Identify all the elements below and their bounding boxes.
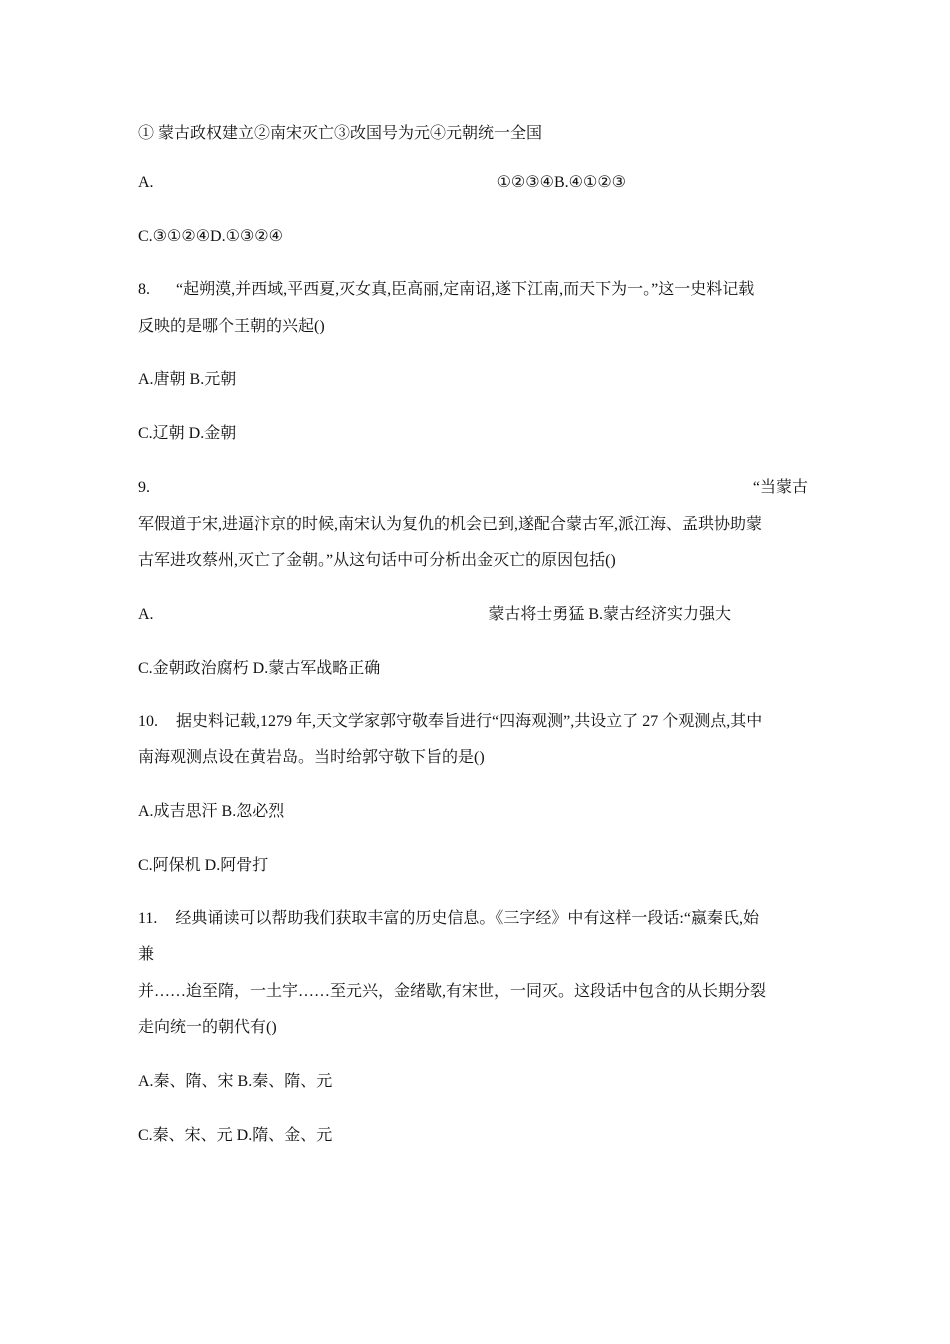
q8-options-ab: A.唐朝 B.元朝 xyxy=(138,371,237,388)
q7-options-ab xyxy=(138,173,808,193)
q9-number: 9. xyxy=(138,479,150,496)
q8-options-cd: C.辽朝 D.金朝 xyxy=(138,425,237,442)
q11-number: 11. xyxy=(138,910,158,927)
q9-options-ab xyxy=(138,605,808,625)
q9-options-cd: C.金朝政治腐朽 D.蒙古军战略正确 xyxy=(138,660,381,677)
q9-stem-start: “当蒙古 xyxy=(752,479,808,496)
q7-option-ab-rest: ①②③④B.④①②③ xyxy=(496,174,626,191)
q11-stem-line2: 兼 xyxy=(138,946,155,963)
q10-stem-text: 据史料记载,1279 年,天文学家郭守敬奉旨进行“四海观测”,共设立了 27 个观测点,其中 xyxy=(176,713,763,730)
q11-stem-line4: 走向统一的朝代有() xyxy=(138,1019,277,1036)
q7-options-cd: C.③①②④D.①③②④ xyxy=(138,228,283,245)
q10-options-ab: A.成吉思汗 B.忽必烈 xyxy=(138,803,285,820)
q9-option-ab-rest: 蒙古将士勇猛 B.蒙古经济实力强大 xyxy=(488,606,731,623)
q7-events: ① 蒙古政权建立②南宋灭亡③改国号为元④元朝统一全国 xyxy=(138,125,543,142)
q10-options-cd: C.阿保机 D.阿骨打 xyxy=(138,857,269,874)
q9-stem-line1 xyxy=(138,478,808,498)
q8-stem-line2: 反映的是哪个王朝的兴起() xyxy=(138,318,325,335)
q11-options-cd: C.秦、宋、元 D.隋、金、元 xyxy=(138,1127,333,1144)
q9-stem-line3: 古军进攻蔡州,灭亡了金朝。”从这句话中可分析出金灭亡的原因包括() xyxy=(138,552,616,569)
q9-option-a-label: A. xyxy=(138,606,154,623)
q9-stem-line2: 军假道于宋,进逼汴京的时候,南宋认为复仇的机会已到,遂配合蒙古军,派江海、孟珙协助蒙 xyxy=(138,516,763,533)
q8-number: 8. xyxy=(138,281,150,298)
q10-stem-line2: 南海观测点设在黄岩岛。当时给郭守敬下旨的是() xyxy=(138,749,485,766)
q11-stem-line1 xyxy=(138,909,808,929)
q8-stem-text: “起朔漠,并西域,平西夏,灭女真,臣高丽,定南诏,遂下江南,而天下为一。”这一史料记载 xyxy=(176,281,755,298)
q11-stem-text: 经典诵读可以帮助我们获取丰富的历史信息。《三字经》中有这样一段话:“嬴秦氏,始 xyxy=(175,910,759,927)
q10-stem-line1 xyxy=(138,712,808,732)
q11-options-ab: A.秦、隋、宋 B.秦、隋、元 xyxy=(138,1073,333,1090)
q7-option-a-label: A. xyxy=(138,174,154,191)
q10-number: 10. xyxy=(138,713,158,730)
q8-stem-line1 xyxy=(138,280,808,300)
q11-stem-line3: 并……迨至隋，一土宇……至元兴，金绪歇,有宋世，一同灭。这段话中包含的从长期分裂 xyxy=(138,983,767,1000)
